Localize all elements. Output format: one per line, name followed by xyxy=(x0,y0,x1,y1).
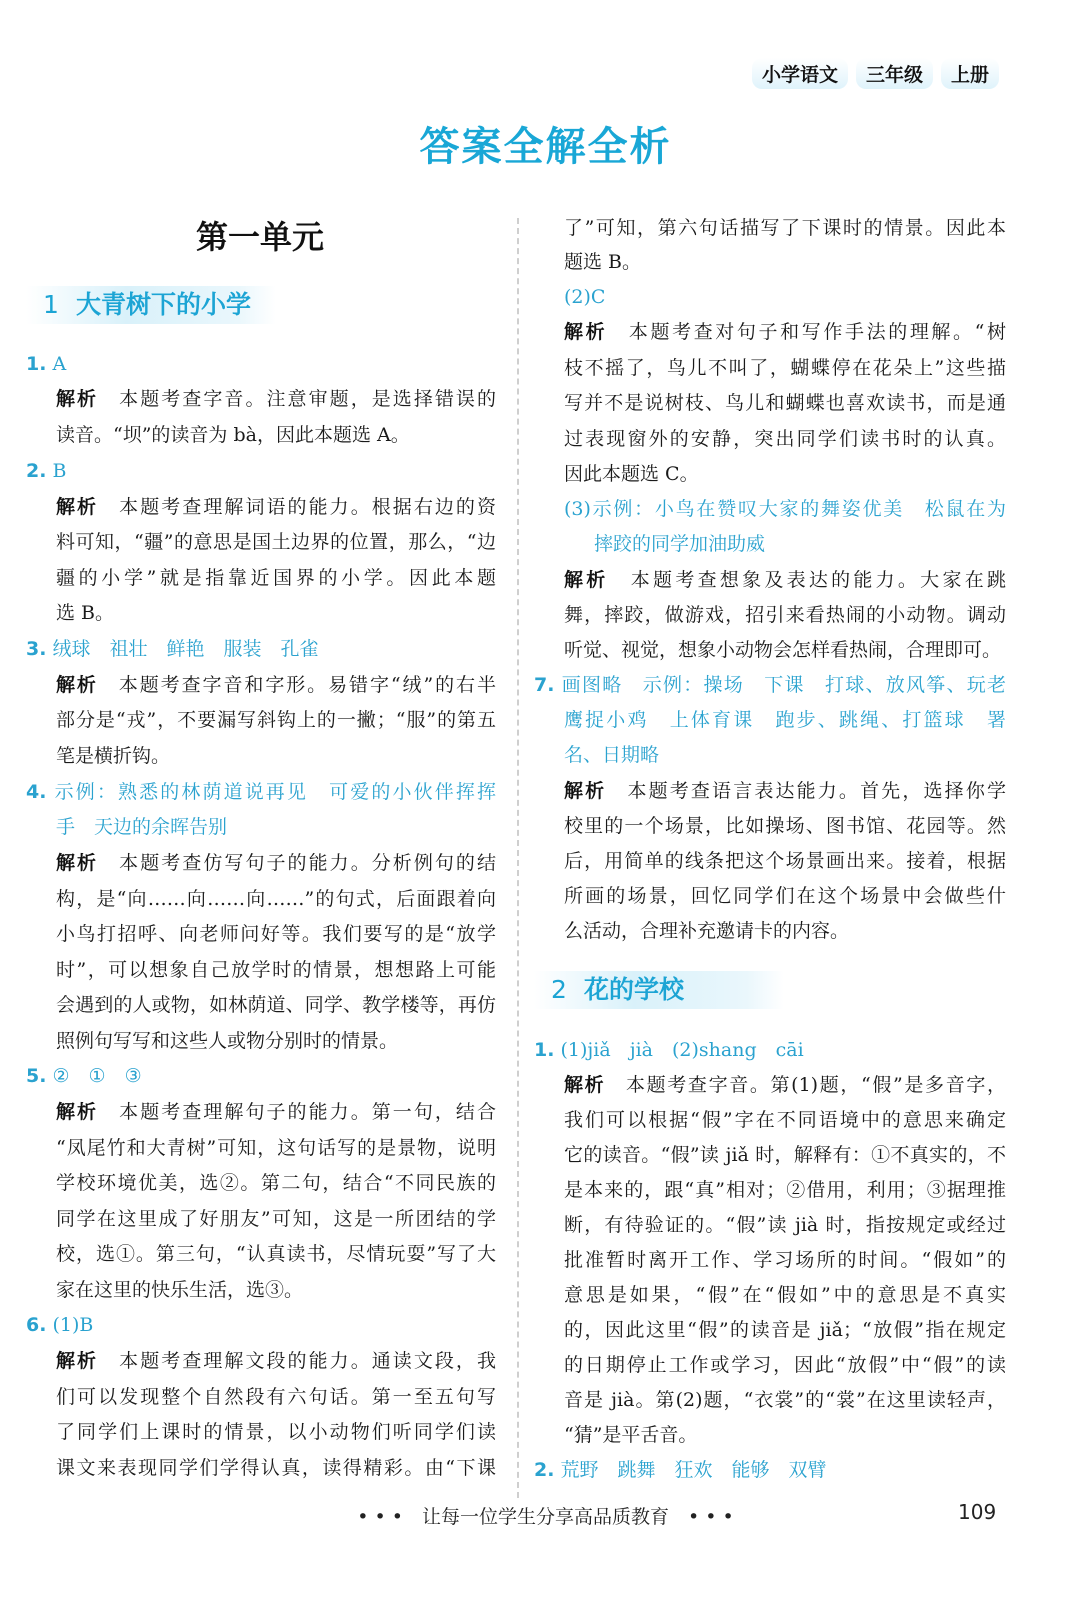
analysis-line: 么活动，合理补充邀请卡的内容。 xyxy=(564,920,850,942)
answer-line-q5: 5. ② ① ③ xyxy=(26,1065,142,1087)
analysis-line: 小鸟打招呼、向老师问好等。我们要写的是“放学 xyxy=(56,923,496,945)
analysis-line: 照例句写写和这些人或物分别时的情景。 xyxy=(56,1030,399,1052)
analysis-line: 它的读音。“假”读 jiǎ 时，解释有：①不真实的，不 xyxy=(564,1144,1006,1166)
analysis-line: 所画的场景，回忆同学们在这个场景中会做些什 xyxy=(564,885,1006,907)
page-number: 109 xyxy=(958,1500,997,1524)
volume-tag: 上册 xyxy=(941,58,999,89)
section-heading-2: 2 花的学校 xyxy=(534,971,784,1009)
analysis-line: 解析 本题考查字音和字形。易错字“绒”的右半 xyxy=(56,674,496,696)
analysis-line: 解析 本题考查理解词语的能力。根据右边的资 xyxy=(56,496,496,518)
analysis-line: 构，是“向……向……向……”的句式，后面跟着向 xyxy=(56,888,496,910)
section-heading-1: 1 大青树下的小学 xyxy=(26,286,276,324)
footer-slogan: • • • 让每一位学生分享高品质教育 • • • xyxy=(357,1506,734,1528)
analysis-line: 们可以发现整个自然段有六句话。第一至五句写 xyxy=(56,1386,496,1408)
analysis-line: “猜”是平舌音。 xyxy=(564,1424,698,1446)
analysis-line: 解析 本题考查仿写句子的能力。分析例句的结 xyxy=(56,852,496,874)
analysis-line: 家在这里的快乐生活，选③。 xyxy=(56,1279,304,1301)
page-title: 答案全解全析 xyxy=(419,124,672,170)
analysis-line: 的，因此这里“假”的读音是 jiǎ；“放假”指在规定 xyxy=(564,1319,1006,1341)
analysis-line: 会遇到的人或物，如林荫道、同学、教学楼等，再仿 xyxy=(56,994,496,1016)
analysis-line: 意思是如果，“假”在“假如”中的意思是不真实 xyxy=(564,1284,1006,1306)
answer-line-q6: 6. (1)B xyxy=(26,1314,94,1336)
analysis-line: 解析 本题考查理解文段的能力。通读文段，我 xyxy=(56,1350,496,1372)
column-divider xyxy=(517,218,519,1498)
analysis-line: 解析 本题考查想象及表达的能力。大家在跳 xyxy=(564,569,1006,591)
analysis-line: 写并不是说树枝、鸟儿和蝴蝶也喜欢读书，而是通 xyxy=(564,392,1006,414)
answer-line-q4: 4. 示例：熟悉的林荫道说再见 可爱的小伙伴挥挥 xyxy=(26,781,496,803)
analysis-line: 后，用简单的线条把这个场景画出来。接着，根据 xyxy=(564,850,1006,872)
header-tags xyxy=(752,58,999,89)
answer-line-q6-2: (2)C xyxy=(564,286,606,308)
analysis-line: 料可知，“疆”的意思是国土边界的位置，那么，“边 xyxy=(56,531,496,553)
answer-line-q7-cont: 名、日期略 xyxy=(564,744,660,766)
analysis-line: 课文来表现同学们学得认真，读得精彩。由“下课 xyxy=(56,1457,496,1479)
answer-line-q3: 3. 绒球 祖壮 鲜艳 服装 孔雀 xyxy=(26,638,319,660)
analysis-line: 解析 本题考查理解句子的能力。第一句，结合 xyxy=(56,1101,496,1123)
analysis-line: 过表现窗外的安静，突出同学们读书时的认真。 xyxy=(564,428,1006,450)
analysis-line: 断，有待验证的。“假”读 jià 时，指按规定或经过 xyxy=(564,1214,1006,1236)
analysis-line: 笔是横折钩。 xyxy=(56,745,171,767)
analysis-line: 部分是“戎”，不要漏写斜钩上的一撇；“服”的第五 xyxy=(56,709,496,731)
answer-line-q7-cont: 鹰捉小鸡 上体育课 跑步、跳绳、打篮球 署 xyxy=(564,709,1006,731)
answer-line-q1: 1. A xyxy=(26,353,67,375)
analysis-line: 时”，可以想象自己放学时的情景，想想路上可能 xyxy=(56,959,496,981)
answer-line-q6-3: (3)示例：小鸟在赞叹大家的舞姿优美 松鼠在为 xyxy=(564,498,1006,520)
analysis-line: 同学在这里成了好朋友”可知，这是一所团结的学 xyxy=(56,1208,496,1230)
grade-tag: 三年级 xyxy=(856,58,933,89)
analysis-line: 选 B。 xyxy=(56,602,115,624)
analysis-line: 解析 本题考查语言表达能力。首先，选择你学 xyxy=(564,780,1006,802)
unit-title: 第一单元 xyxy=(195,218,324,256)
analysis-line: 解析 本题考查字音。注意审题，是选择错误的 xyxy=(56,388,496,410)
answer-line-s2q1: 1. (1)jiǎ jià (2)shang cāi xyxy=(534,1039,804,1061)
analysis-line: 的日期停止工作或学习，因此“放假”中“假”的读 xyxy=(564,1354,1006,1376)
analysis-line: 批准暂时离开工作、学习场所的时间。“假如”的 xyxy=(564,1249,1006,1271)
analysis-line: 舞，摔跤，做游戏，招引来看热闹的小动物。调动 xyxy=(564,604,1006,626)
analysis-line: 学校环境优美，选②。第二句，结合“不同民族的 xyxy=(56,1172,496,1194)
analysis-line: 是本来的，跟“真”相对；②借用，利用；③据理推 xyxy=(564,1179,1006,1201)
analysis-line: 疆的小学”就是指靠近国界的小学。因此本题 xyxy=(56,567,496,589)
analysis-line: 解析 本题考查对句子和写作手法的理解。“树 xyxy=(564,321,1006,343)
analysis-line: 解析 本题考查字音。第(1)题，“假”是多音字， xyxy=(564,1074,1006,1096)
answer-line-s2q2: 2. 荒野 跳舞 狂欢 能够 双臂 xyxy=(534,1459,827,1481)
analysis-line: 我们可以根据“假”字在不同语境中的意思来确定 xyxy=(564,1109,1006,1131)
answer-line-q7: 7. 画图略 示例：操场 下课 打球、放风筝、玩老 xyxy=(534,674,1006,696)
analysis-line: 听觉、视觉，想象小动物会怎样看热闹，合理即可。 xyxy=(564,639,1002,661)
answer-line-q6-3-cont: 摔跤的同学加油助威 xyxy=(594,533,766,555)
answer-line-q2: 2. B xyxy=(26,460,67,482)
answer-line-q4-cont: 手 天边的余晖告别 xyxy=(56,816,228,838)
analysis-line: 枝不摇了，鸟儿不叫了，蝴蝶停在花朵上”这些描 xyxy=(564,357,1006,379)
analysis-line: 校，选①。第三句，“认真读书，尽情玩耍”写了大 xyxy=(56,1243,496,1265)
analysis-line: 题选 B。 xyxy=(564,251,642,273)
subject-tag: 小学语文 xyxy=(752,58,848,89)
analysis-line: 因此本题选 C。 xyxy=(564,463,699,485)
analysis-line: 音是 jià。第(2)题，“衣裳”的“裳”在这里读轻声， xyxy=(564,1389,1006,1411)
analysis-line: 读音。“坝”的读音为 bà，因此本题选 A。 xyxy=(56,424,410,446)
analysis-line: 了同学们上课时的情景，以小动物们听同学们读 xyxy=(56,1421,496,1443)
analysis-line: 校里的一个场景，比如操场、图书馆、花园等。然 xyxy=(564,815,1006,837)
analysis-line: “凤尾竹和大青树”可知，这句话写的是景物，说明 xyxy=(56,1137,496,1159)
analysis-line: 了”可知，第六句话描写了下课时的情景。因此本 xyxy=(564,217,1006,239)
